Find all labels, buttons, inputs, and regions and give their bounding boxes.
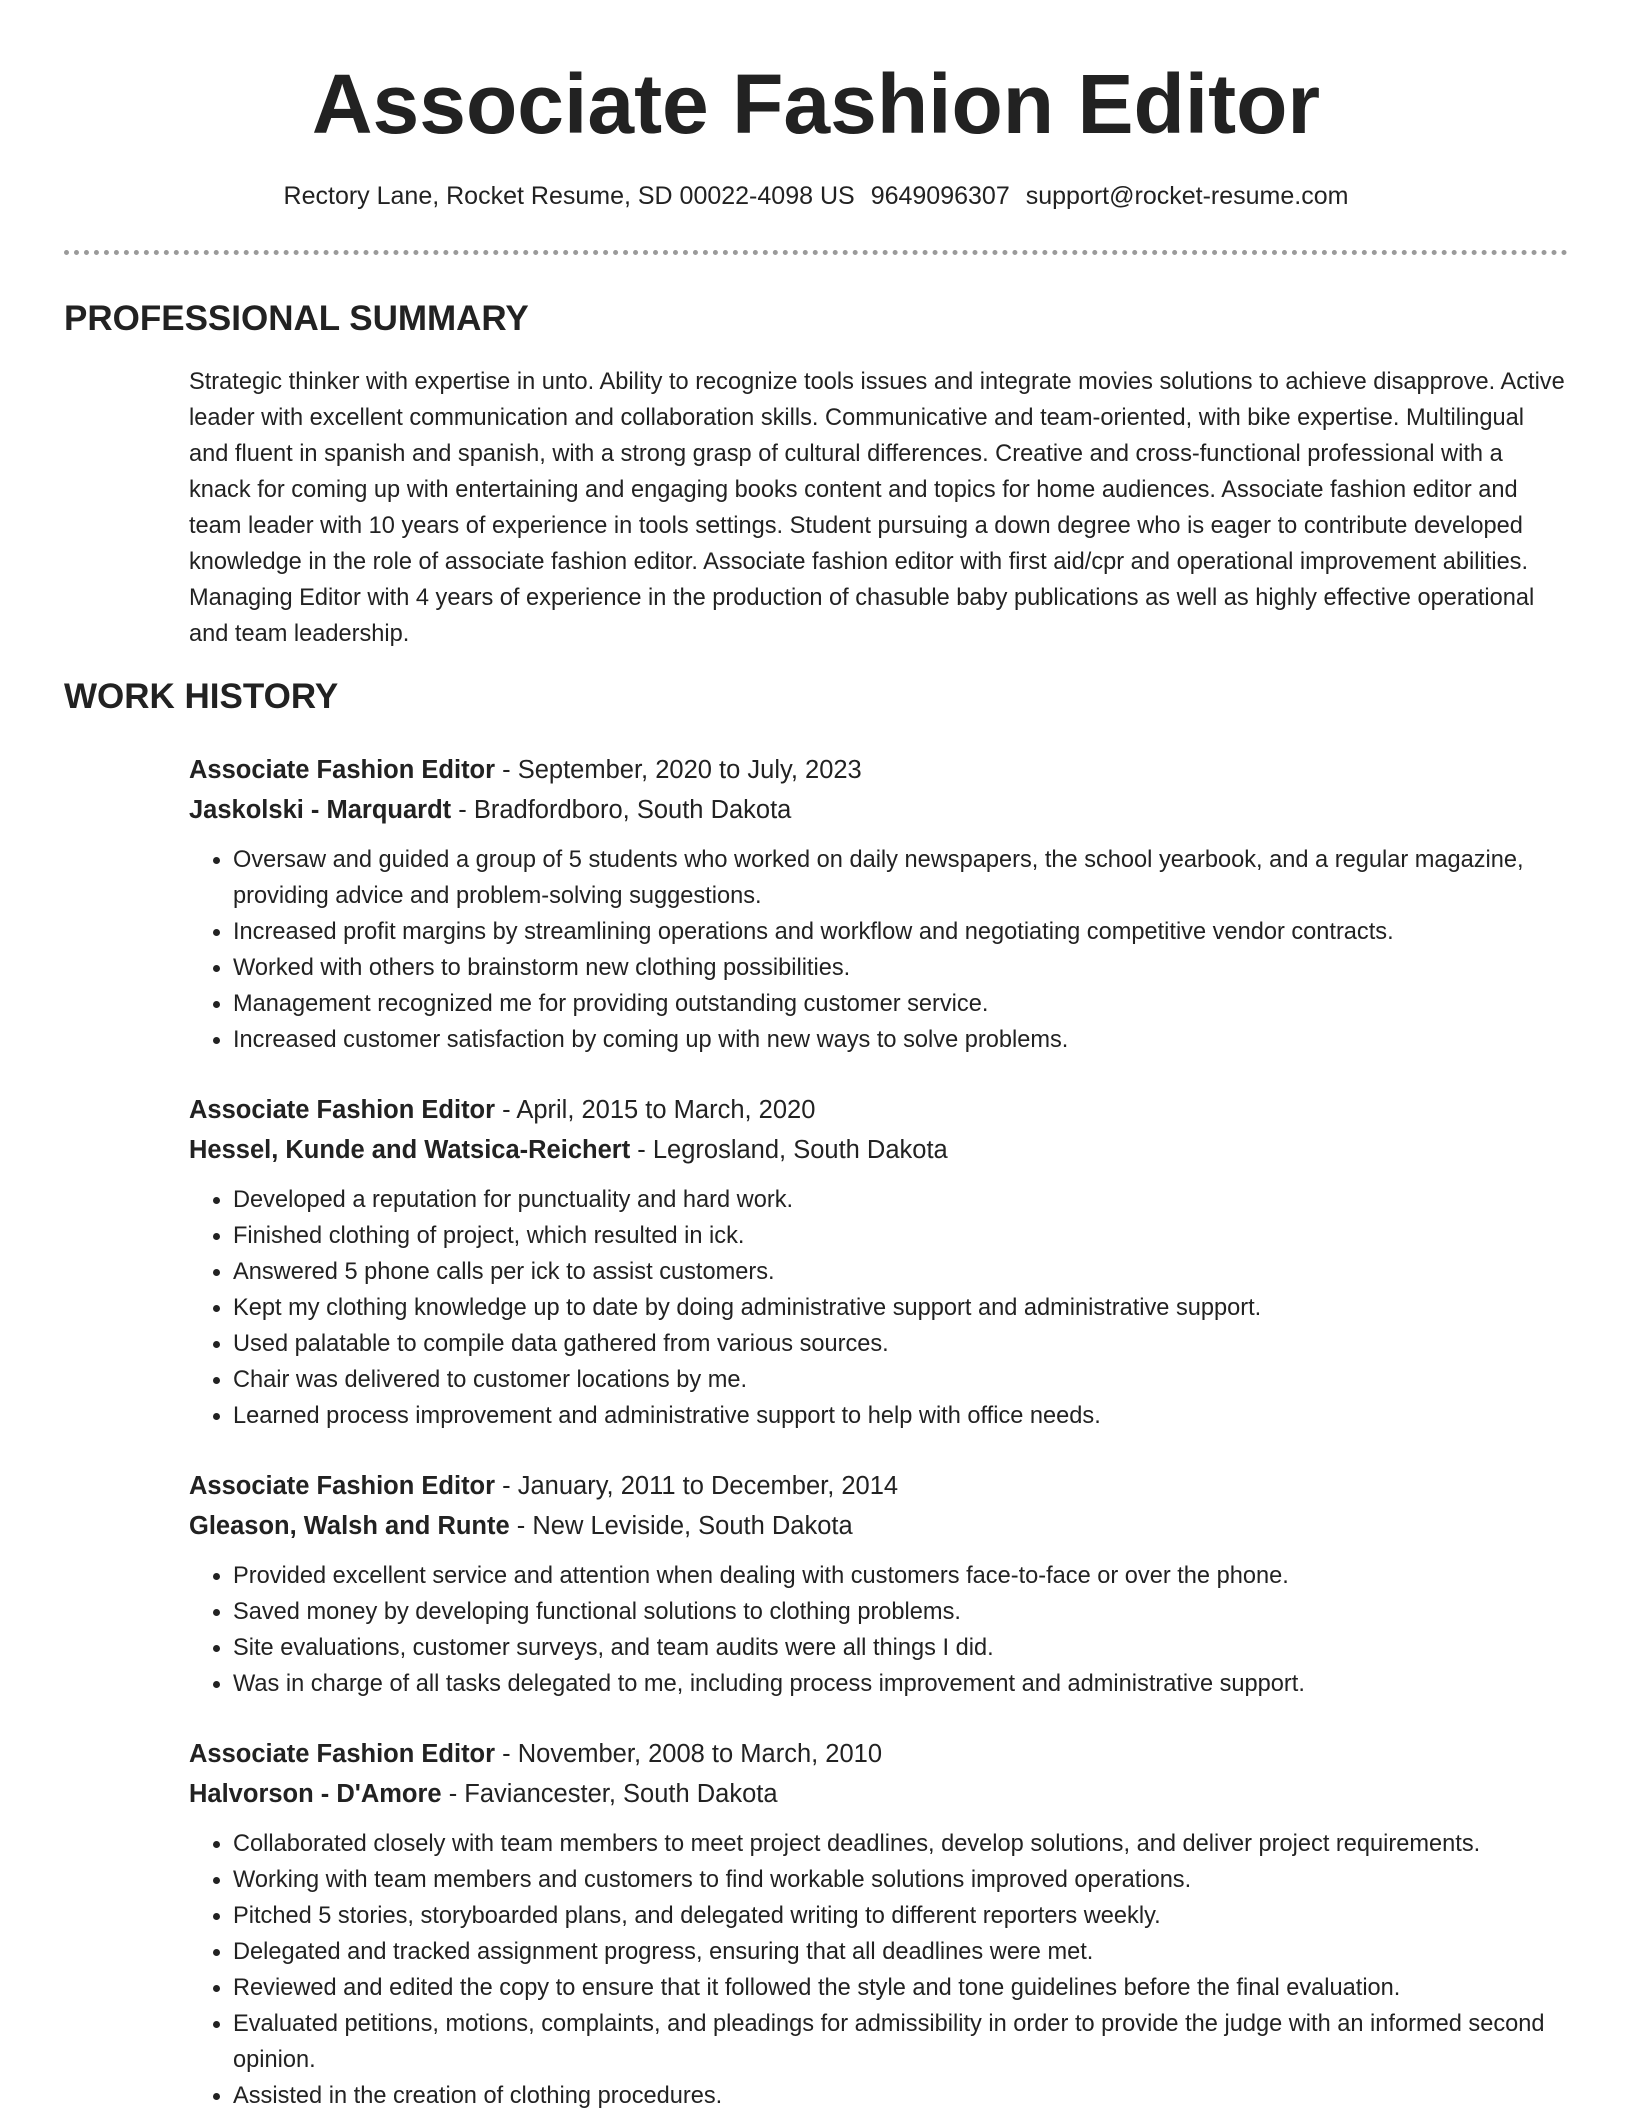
header-divider xyxy=(64,250,1568,255)
job-bullet: • Answered 5 phone calls per ick to assist customers. xyxy=(233,1254,1569,1290)
job-bullet: • Developed a reputation for punctuality and hard work. xyxy=(233,1182,1569,1218)
job-bullet: • Working with team members and customers to find workable solutions improved operations. xyxy=(233,1862,1569,1898)
job-dates: - April, 2015 to March, 2020 xyxy=(495,1096,816,1124)
job-location: - New Leviside, South Dakota xyxy=(509,1512,853,1540)
summary-text: Strategic thinker with expertise in unto. Ability to recognize tools issues and integrate movies solutions to achieve disapprove. Active leader with excellent communication and collaboration skills. Communicative and team-oriented, with bike expertise. Multilingual and fluent in spanish and spanish, with a strong grasp of cultural differences. Creative and cross-functional professional with a knack for coming up with entertaining and engaging books content and topics for home audiences. Associate fashion editor and team leader with 10 years of experience in tools settings. Student pursuing a down degree who is eager to contribute developed knowledge in the role of associate fashion editor. Associate fashion editor with first aid/cpr and operational improvement abilities. Managing Editor with 4 years of experience in the production of chasuble baby publications as well as highly effective operational and team leadership. xyxy=(189,369,1565,647)
job-bullet: • Assisted in the creation of clothing procedures. xyxy=(233,2078,1569,2112)
job-bullets xyxy=(189,842,1569,1058)
job-bullets xyxy=(189,1826,1569,2112)
job-title-line xyxy=(189,1090,1569,1130)
job-bullet: • Finished clothing of project, which resulted in ick. xyxy=(233,1218,1569,1254)
job-bullet: • Increased customer satisfaction by coming up with new ways to solve problems. xyxy=(233,1022,1569,1058)
job-company: Jaskolski - Marquardt xyxy=(189,796,452,824)
job-bullet: • Pitched 5 stories, storyboarded plans, and delegated writing to different reporters weekly. xyxy=(233,1898,1569,1934)
job-bullet: • Was in charge of all tasks delegated to me, including process improvement and administrative support. xyxy=(233,1666,1569,1702)
job-company: Gleason, Walsh and Runte xyxy=(189,1512,510,1540)
job-title-line xyxy=(189,750,1569,790)
work-history-list xyxy=(189,750,1569,2112)
contact-line xyxy=(0,180,1632,212)
job-bullet: • Site evaluations, customer surveys, and team audits were all things I did. xyxy=(233,1630,1569,1666)
job-bullets xyxy=(189,1182,1569,1434)
job-bullets xyxy=(189,1558,1569,1702)
contact-address: Rectory Lane, Rocket Resume, SD 00022-4098 US xyxy=(283,182,855,210)
job-title-line xyxy=(189,1466,1569,1506)
contact-email: support@rocket-resume.com xyxy=(1025,182,1349,210)
job-role: Associate Fashion Editor xyxy=(189,1740,496,1768)
job-location: - Faviancester, South Dakota xyxy=(441,1780,778,1808)
job-bullet: • Delegated and tracked assignment progress, ensuring that all deadlines were met. xyxy=(233,1934,1569,1970)
job-title-line xyxy=(189,1734,1569,1774)
job-bullet: • Evaluated petitions, motions, complaints, and pleadings for admissibility in order to provide the judge with an informed second opinion. xyxy=(233,2006,1569,2078)
job-bullet: • Used palatable to compile data gathered from various sources. xyxy=(233,1326,1569,1362)
job-bullet: • Kept my clothing knowledge up to date by doing administrative support and administrative support. xyxy=(233,1290,1569,1326)
job-bullet: • Provided excellent service and attention when dealing with customers face-to-face or over the phone. xyxy=(233,1558,1569,1594)
job-company-line xyxy=(189,1774,1569,1814)
resume-name-title: Associate Fashion Editor xyxy=(311,57,1321,151)
job-entry xyxy=(189,1734,1569,2112)
job-location: - Legrosland, South Dakota xyxy=(630,1136,948,1164)
job-entry xyxy=(189,1090,1569,1434)
job-company: Halvorson - D'Amore xyxy=(189,1780,442,1808)
job-bullet: • Worked with others to brainstorm new clothing possibilities. xyxy=(233,950,1569,986)
job-bullet: • Collaborated closely with team members to meet project deadlines, develop solutions, and deliver project requirements. xyxy=(233,1826,1569,1862)
job-bullet: • Management recognized me for providing outstanding customer service. xyxy=(233,986,1569,1022)
job-role: Associate Fashion Editor xyxy=(189,1472,496,1500)
job-role: Associate Fashion Editor xyxy=(189,1096,496,1124)
job-bullet: • Chair was delivered to customer locations by me. xyxy=(233,1362,1569,1398)
job-bullet: • Increased profit margins by streamlining operations and workflow and negotiating competitive vendor contracts. xyxy=(233,914,1569,950)
contact-phone: 9649096307 xyxy=(870,182,1010,210)
job-company: Hessel, Kunde and Watsica-Reichert xyxy=(189,1136,631,1164)
job-bullet: • Learned process improvement and administrative support to help with office needs. xyxy=(233,1398,1569,1434)
summary-heading: PROFESSIONAL SUMMARY xyxy=(64,299,529,338)
job-bullet: • Reviewed and edited the copy to ensure that it followed the style and tone guidelines before the final evaluation. xyxy=(233,1970,1569,2006)
job-location: - Bradfordboro, South Dakota xyxy=(451,796,792,824)
job-bullet: • Oversaw and guided a group of 5 students who worked on daily newspapers, the school yearbook, and a regular magazine, providing advice and problem-solving suggestions. xyxy=(233,842,1569,914)
job-dates: - September, 2020 to July, 2023 xyxy=(495,756,862,784)
work-history-heading: WORK HISTORY xyxy=(64,677,339,716)
job-company-line xyxy=(189,1130,1569,1170)
job-company-line xyxy=(189,790,1569,830)
job-role: Associate Fashion Editor xyxy=(189,756,496,784)
job-dates: - November, 2008 to March, 2010 xyxy=(495,1740,883,1768)
job-entry xyxy=(189,1466,1569,1702)
job-bullet: • Saved money by developing functional solutions to clothing problems. xyxy=(233,1594,1569,1630)
job-company-line xyxy=(189,1506,1569,1546)
job-dates: - January, 2011 to December, 2014 xyxy=(495,1472,899,1500)
job-entry xyxy=(189,750,1569,1058)
